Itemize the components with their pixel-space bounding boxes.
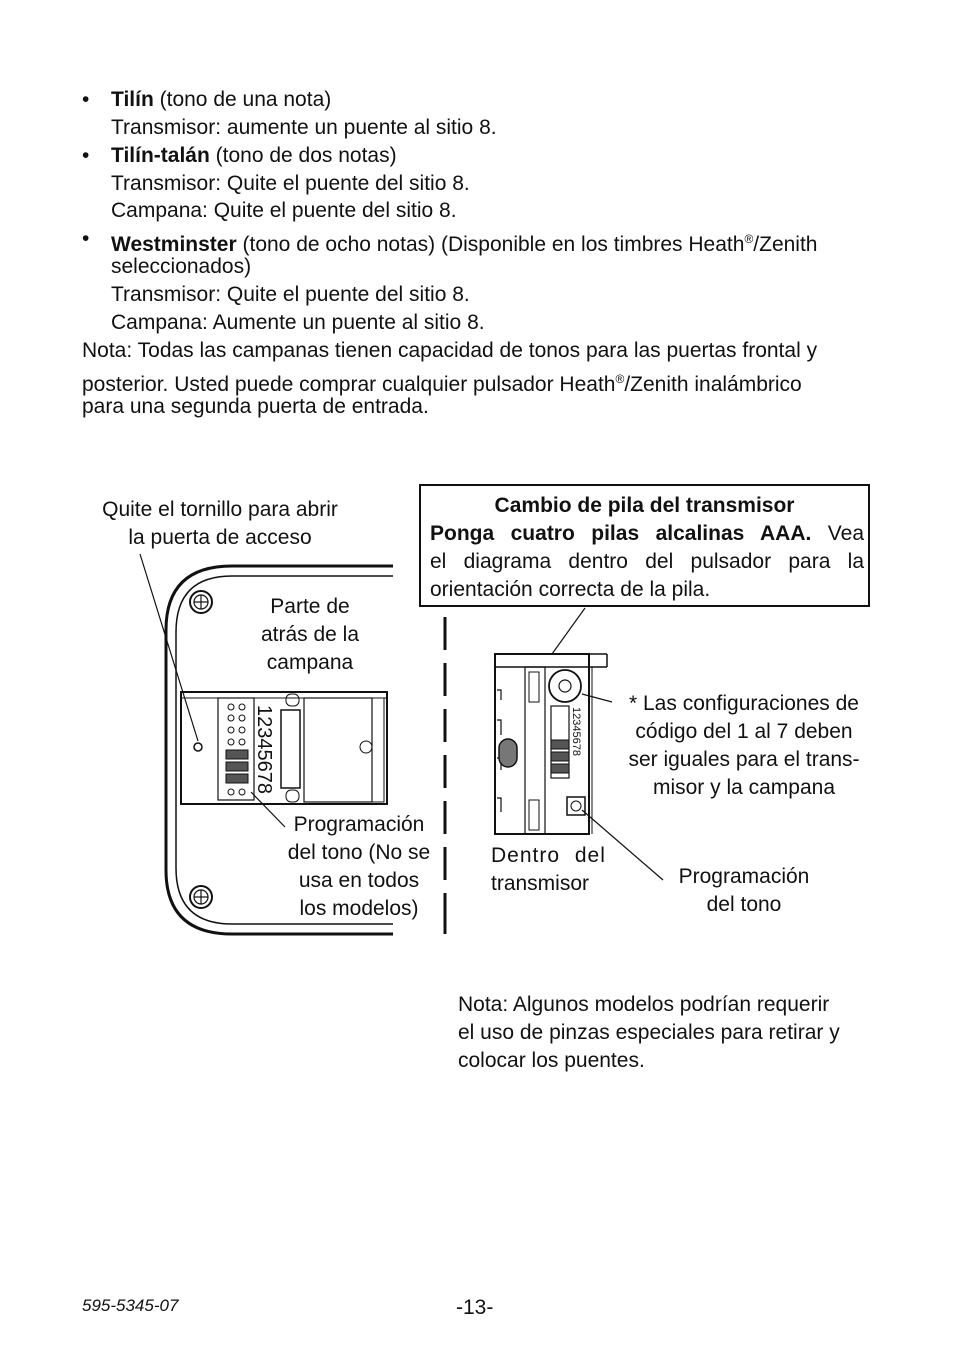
note-line: para una segunda puerta de entrada. xyxy=(82,395,429,418)
list-line: Campana: Quite el puente del sitio 8. xyxy=(111,199,457,222)
battery-box-leader xyxy=(552,608,585,654)
registered-mark: ® xyxy=(744,232,754,246)
note-text: posterior. Usted puede comprar cualquier pulsador Heath xyxy=(82,373,616,396)
battery-rest: Vea xyxy=(811,522,864,545)
note2-line: colocar los puentes. xyxy=(458,1049,645,1072)
term: Westminster xyxy=(111,233,237,256)
tone-button-icon xyxy=(549,670,581,702)
desc: /Zenith xyxy=(753,233,818,256)
bullet: • xyxy=(82,88,90,111)
code-note-line: misor y la campana xyxy=(652,776,836,799)
list-line: Transmisor: Quite el puente del sitio 8. xyxy=(111,172,470,195)
battery-title-text: Cambio de pila del transmisor xyxy=(494,494,795,517)
battery-line: el diagrama dentro del pulsador para la xyxy=(430,550,864,573)
transmitter-digits: 12345678 xyxy=(570,707,582,756)
note-text: /Zenith inalámbrico xyxy=(624,373,802,396)
note-line: Nota: Todas las campanas tienen capacidad de tonos para las puertas frontal y xyxy=(82,339,818,362)
doc-number: 595-5345-07 xyxy=(82,1296,179,1315)
list-line: Campana: Aumente un puente al sitio 8. xyxy=(111,311,485,334)
term: Tilín-talán xyxy=(111,144,210,167)
tone-label-line: Programación xyxy=(678,865,810,888)
back-label-line: atrás de la xyxy=(260,623,360,646)
inside-label-line: Dentro del xyxy=(491,844,606,867)
tone-label-line: del tono xyxy=(706,893,782,916)
bullet: • xyxy=(82,144,90,167)
chime-digits: 12345678 xyxy=(253,705,275,794)
chime-tone-label-line: del tono (No se xyxy=(287,841,431,864)
note2-line: Nota: Algunos modelos podrían requerir xyxy=(458,993,830,1016)
bullet: • xyxy=(82,227,90,250)
back-label-line: Parte de xyxy=(270,595,350,618)
note2-line: el uso de pinzas especiales para retirar y xyxy=(458,1021,840,1044)
back-label-line: campana xyxy=(266,651,354,674)
battery-line: orientación correcta de la pila. xyxy=(430,578,711,601)
battery-bold: Ponga cuatro pilas alcalinas AAA. xyxy=(430,522,812,545)
chime-board xyxy=(181,692,387,804)
screw-label-line: Quite el tornillo para abrir xyxy=(102,498,338,521)
code-note-line: * Las configuraciones de xyxy=(629,692,859,715)
code-note-line: ser iguales para el trans- xyxy=(628,748,860,771)
list-line: Transmisor: aumente un puente al sitio 8. xyxy=(111,116,497,139)
list-line: Transmisor: Quite el puente del sitio 8. xyxy=(111,283,470,306)
desc: (tono de ocho notas) (Disponible en los timbres Heath xyxy=(236,233,745,256)
list-line: seleccionados) xyxy=(111,255,252,278)
code-note-line: código del 1 al 7 deben xyxy=(635,720,853,743)
chime-tone-label-line: usa en todos xyxy=(298,869,420,892)
term: Tilín xyxy=(111,88,154,111)
inside-label-line: transmisor xyxy=(491,872,590,895)
chime-tone-label-line: los modelos) xyxy=(299,897,419,920)
registered-mark: ® xyxy=(615,372,625,386)
screw-label-line: la puerta de acceso xyxy=(128,526,312,549)
page-number: -13- xyxy=(456,1296,494,1319)
desc: (tono de dos notas) xyxy=(209,144,397,167)
chime-tone-label-line: Programación xyxy=(293,813,425,836)
desc: (tono de una nota) xyxy=(153,88,332,111)
